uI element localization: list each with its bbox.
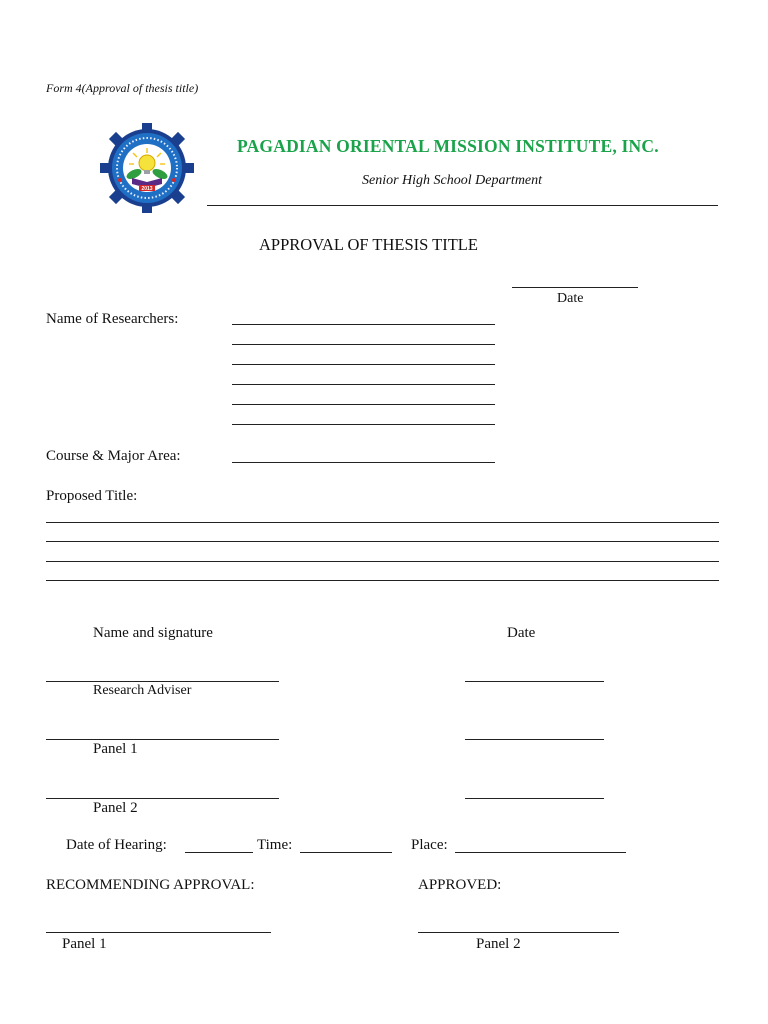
proposed-title-label: Proposed Title: <box>46 488 138 504</box>
hearing-time-label: Time: <box>257 837 293 853</box>
proposed-title-line[interactable] <box>46 561 719 562</box>
researcher-line[interactable] <box>232 364 495 365</box>
top-date-label: Date <box>557 291 584 306</box>
hearing-place-label: Place: <box>411 837 448 853</box>
document-title: APPROVAL OF THESIS TITLE <box>259 235 478 254</box>
name-signature-header: Name and signature <box>93 625 213 641</box>
hearing-date-line[interactable] <box>185 852 253 853</box>
researchers-label: Name of Researchers: <box>46 311 179 327</box>
course-label: Course & Major Area: <box>46 448 181 464</box>
school-seal-logo <box>98 122 196 214</box>
svg-text:2013: 2013 <box>141 186 153 192</box>
approval-panel-1: Panel 1 <box>62 936 107 952</box>
approval-panel-2: Panel 2 <box>476 936 521 952</box>
institution-name: PAGADIAN ORIENTAL MISSION INSTITUTE, INC. <box>237 136 659 156</box>
hearing-time-line[interactable] <box>300 852 392 853</box>
role-panel-2: Panel 2 <box>93 800 138 816</box>
adviser-signature-line[interactable] <box>46 681 279 682</box>
panel2-date-line[interactable] <box>465 798 604 799</box>
recommending-approval-label: RECOMMENDING APPROVAL: <box>46 877 255 893</box>
panel1-date-line[interactable] <box>465 739 604 740</box>
panel2-signature-line[interactable] <box>46 798 279 799</box>
researcher-line[interactable] <box>232 384 495 385</box>
adviser-date-line[interactable] <box>465 681 604 682</box>
proposed-title-line[interactable] <box>46 580 719 581</box>
proposed-title-line[interactable] <box>46 522 719 523</box>
role-panel-1: Panel 1 <box>93 741 138 757</box>
researcher-line[interactable] <box>232 324 495 325</box>
researcher-line[interactable] <box>232 344 495 345</box>
researcher-line[interactable] <box>232 404 495 405</box>
course-line[interactable] <box>232 462 495 463</box>
header-rule <box>207 205 718 206</box>
role-research-adviser: Research Adviser <box>93 683 192 698</box>
hearing-place-line[interactable] <box>455 852 626 853</box>
panel1-signature-line[interactable] <box>46 739 279 740</box>
approved-signature-line[interactable] <box>418 932 619 933</box>
proposed-title-line[interactable] <box>46 541 719 542</box>
form-number-label: Form 4(Approval of thesis title) <box>46 81 199 95</box>
recommending-signature-line[interactable] <box>46 932 271 933</box>
top-date-line[interactable] <box>512 287 638 288</box>
hearing-date-label: Date of Hearing: <box>66 837 167 853</box>
school-seal-icon <box>98 122 196 214</box>
researcher-line[interactable] <box>232 424 495 425</box>
department-name: Senior High School Department <box>362 173 543 188</box>
date-header: Date <box>507 625 536 641</box>
approved-label: APPROVED: <box>418 877 502 893</box>
